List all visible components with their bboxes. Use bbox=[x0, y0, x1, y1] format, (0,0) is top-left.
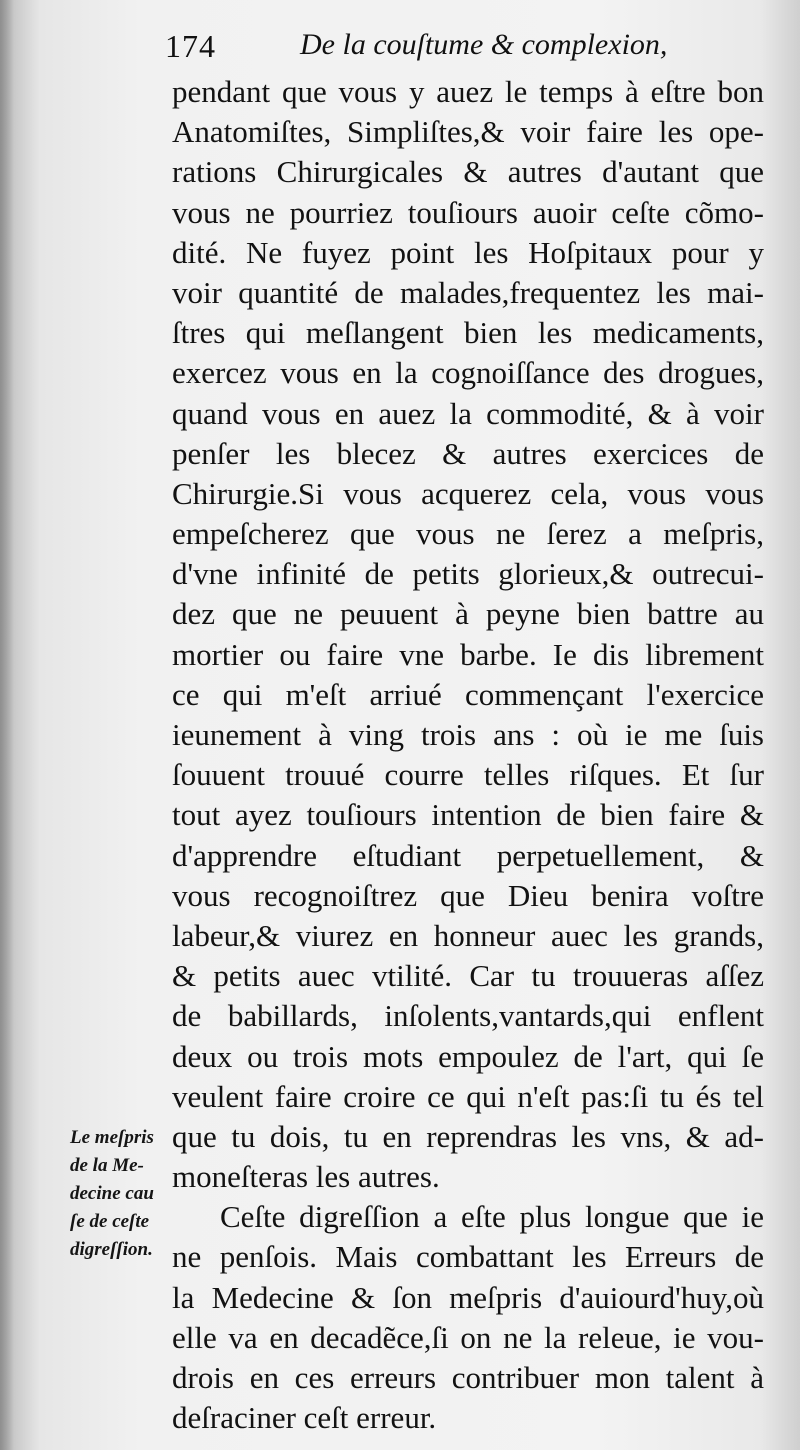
text-line: que tu dois, tu en reprendras les vns, & ad- bbox=[172, 1118, 764, 1154]
page-number: 174 bbox=[165, 28, 216, 64]
text-line: empeſcherez que vous ne ſerez a meſpris, bbox=[172, 516, 764, 552]
text-line: voir quantité de malades,frequentez les mai- bbox=[172, 274, 764, 310]
marginal-note bbox=[70, 1124, 180, 1264]
text-line: deſraciner ceſt erreur. bbox=[172, 1400, 437, 1436]
text-line: Anatomiſtes, Simpliſtes,& voir faire les ope- bbox=[172, 114, 764, 150]
text-line: deux ou trois mots empoulez de l'art, qui ſe bbox=[172, 1038, 764, 1074]
text-line: vous recognoiſtrez que Dieu benira voſtre bbox=[172, 877, 764, 913]
marginal-note-line: ſe de ceſte bbox=[70, 1211, 150, 1232]
text-line: & petits auec vtilité. Car tu trouueras aſſez bbox=[172, 958, 764, 994]
text-line: ce qui m'eſt arriué commençant l'exercice bbox=[172, 676, 764, 712]
text-line: la Medecine & ſon meſpris d'auiourd'huy,où bbox=[172, 1279, 764, 1315]
text-line: mortier ou faire vne barbe. Ie dis librement bbox=[172, 636, 764, 672]
text-line: moneſteras les autres. bbox=[172, 1159, 440, 1195]
text-line: ne penſois. Mais combattant les Erreurs de bbox=[172, 1239, 764, 1275]
text-line: exercez vous en la cognoiſſance des drogues, bbox=[172, 355, 764, 391]
text-line: rations Chirurgicales & autres d'autant que bbox=[172, 154, 764, 190]
text-line: Chirurgie.Si vous acquerez cela, vous vous bbox=[172, 475, 764, 511]
text-line: drois en ces erreurs contribuer mon talent à bbox=[172, 1360, 764, 1395]
text-line: dez que ne peuuent à peyne bien battre au bbox=[172, 596, 764, 632]
marginal-note-line: de la Me- bbox=[70, 1155, 144, 1176]
text-line: quand vous en auez la commodité, & à voir bbox=[172, 395, 764, 431]
text-line: veulent faire croire ce qui n'eſt pas:ſi tu és tel bbox=[172, 1078, 764, 1114]
running-head: De la couſtume & complexion, bbox=[300, 28, 668, 61]
text-line: labeur,& viurez en honneur auec les grands, bbox=[172, 917, 764, 953]
marginal-note-line: Le meſpris bbox=[70, 1127, 154, 1148]
text-line: penſer les blecez & autres exercices de bbox=[172, 435, 764, 471]
text-line: vous ne pourriez touſiours auoir ceſte cõmo- bbox=[172, 194, 764, 230]
text-line: d'apprendre eſtudiant perpetuellement, & bbox=[172, 837, 764, 873]
text-line: tout ayez touſiours intention de bien faire & bbox=[172, 797, 764, 833]
text-line: de babillards, inſolents,vantards,qui enflent bbox=[172, 998, 764, 1034]
page-header bbox=[165, 22, 765, 70]
text-line: elle va en decadẽce,ſi on ne la releue, ie vou- bbox=[172, 1319, 764, 1355]
text-line: pendant que vous y auez le temps à eſtre bon bbox=[172, 74, 764, 109]
marginal-note-line: digreſſion. bbox=[70, 1239, 153, 1260]
text-line: Ceſte digreſſion a eſte plus longue que ie bbox=[220, 1199, 764, 1235]
text-line: ſtres qui meſlangent bien les medicaments, bbox=[172, 315, 764, 351]
marginal-note-line: decine cau bbox=[70, 1183, 154, 1204]
text-line: ieunement à ving trois ans : où ie me ſuis bbox=[172, 717, 764, 752]
body-text bbox=[172, 72, 764, 1438]
text-line: d'vne infinité de petits glorieux,& outrecui- bbox=[172, 556, 764, 592]
text-line: dité. Ne fuyez point les Hoſpitaux pour y bbox=[172, 234, 764, 270]
gutter-shadow bbox=[0, 0, 14, 1450]
text-line: ſouuent trouué courre telles riſques. Et ſur bbox=[172, 757, 764, 793]
